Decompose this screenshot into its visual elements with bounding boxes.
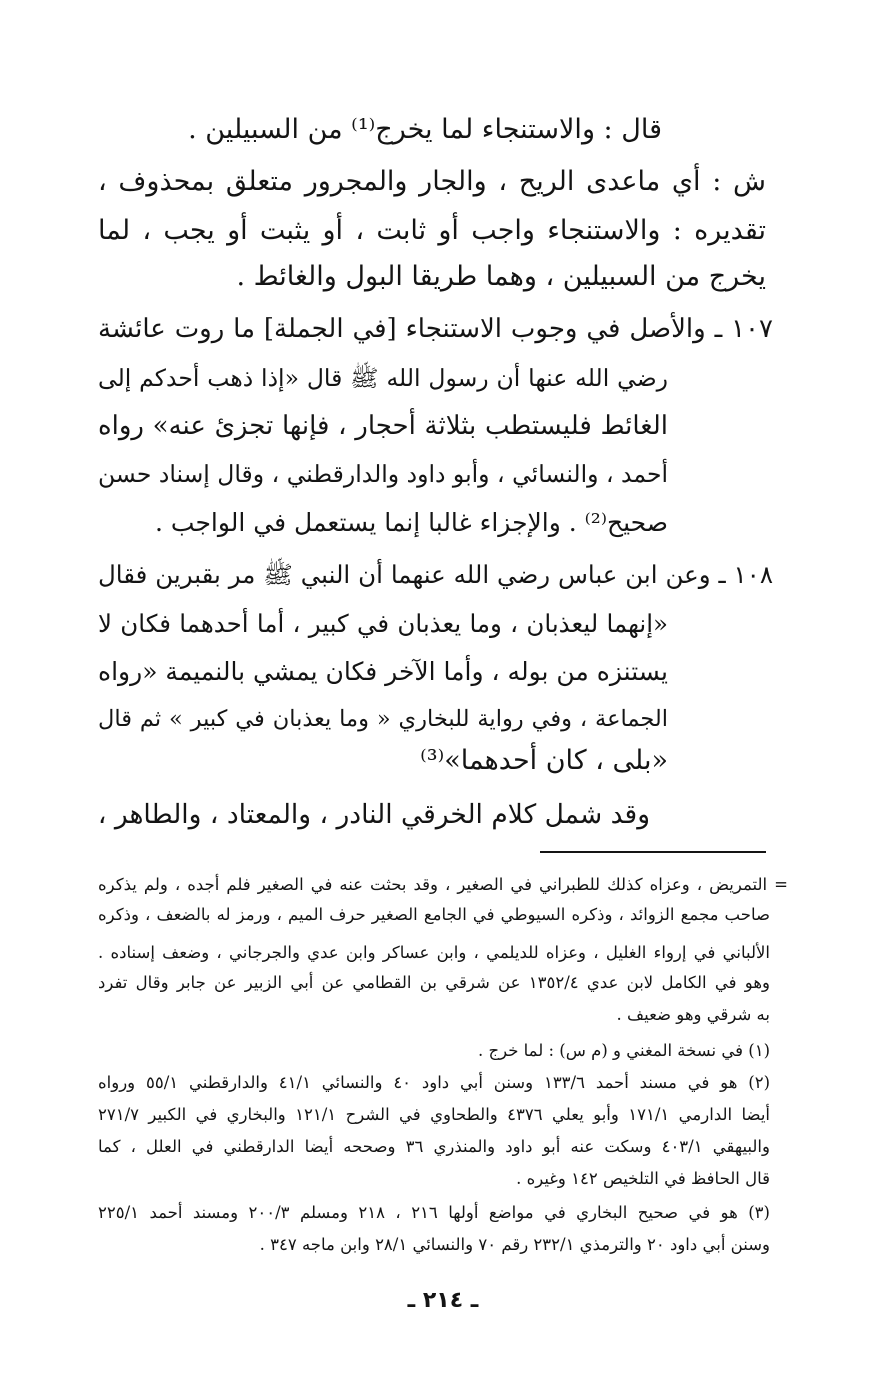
footnote-3-line-2: وسنن أبي داود ٢٠ والترمذي ٢٣٢/١ رقم ٧٠ والنسائي ٢٨/١ وابن ماجه ٣٤٧ .: [259, 1235, 770, 1254]
main-line-12: يستنزه من بوله ، وأما الآخر فكان يمشي بالنميمة «رواه: [98, 657, 668, 686]
footnote-2-line-3: والبيهقي ٤٠٣/١ وسكت عنه أبو داود والمنذري ٣٦ وصححه أيضا الدارقطني في العلل ، كما: [98, 1137, 770, 1156]
main-line-7: الغائط فليستطب بثلاثة أحجار ، فإنها تجزئ عنه» رواه: [98, 411, 668, 441]
footnote-2-line-1: (٢) هو في مسند أحمد ١٣٣/٦ وسنن أبي داود ٤٠ والنسائي ٤١/١ والدارقطني ٥٥/١ ورواه: [98, 1073, 770, 1092]
main-line-9: صحيح⁽²⁾ . والإجزاء غالبا إنما يستعمل في الواجب .: [155, 508, 668, 537]
main-line-10-hadith-108: ١٠٨ ـ وعن ابن عباس رضي الله عنهما أن النبي ﷺ مر بقبرين فقال: [98, 560, 773, 589]
main-line-1: قال : والاستنجاء لما يخرج⁽¹⁾ من السبيلين .: [188, 114, 662, 145]
main-line-14: «بلى ، كان أحدهما»⁽³⁾: [420, 745, 668, 776]
footnote-line-3: الألباني في إرواء الغليل ، وعزاه للديلمي ، وابن عساكر وابن عدي والجرجاني ، وضعف إسناده .: [98, 943, 770, 962]
main-line-15: وقد شمل كلام الخرقي النادر ، والمعتاد ، والطاهر ،: [98, 799, 650, 830]
footnote-2-line-4: قال الحافظ في التلخيص ١٤٢ وغيره .: [516, 1169, 770, 1188]
main-line-2: ش : أي ماعدى الريح ، والجار والمجرور متعلق بمحذوف ،: [98, 166, 766, 197]
footnote-divider: [540, 851, 766, 853]
footnote-line-4: وهو في الكامل لابن عدي ١٣٥٢/٤ عن شرقي بن القطامي عن أبي الزبير عن جابر وقال تفرد: [98, 973, 770, 992]
main-line-11: «إنهما ليعذبان ، وما يعذبان في كبير ، أما أحدهما فكان لا: [98, 609, 668, 638]
footnote-line-2: صاحب مجمع الزوائد ، وذكره السيوطي في الجامع الصغير حرف الميم ، ورمز له بالضعف ، وذكره: [98, 905, 770, 924]
footnote-1: (١) في نسخة المغني و (م س) : لما خرج .: [477, 1041, 770, 1060]
footnote-3-line-1: (٣) هو في صحيح البخاري في مواضع أولها ٢١٦ ، ٢١٨ ومسلم ٢٠٠/٣ ومسند أحمد ٢٢٥/١: [98, 1203, 770, 1222]
main-line-8: أحمد ، والنسائي ، وأبو داود والدارقطني ، وقال إسناد حسن: [98, 460, 668, 488]
footnote-line-1: = التمريض ، وعزاه كذلك للطبراني في الصغير ، وقد بحثت عنه في الصغير فلم أجده ، ولم يذكره: [98, 875, 788, 894]
main-line-4: يخرج من السبيلين ، وهما طريقا البول والغائط .: [236, 261, 766, 292]
main-line-13: الجماعة ، وفي رواية للبخاري « وما يعذبان في كبير » ثم قال: [98, 706, 668, 732]
main-line-3: تقديره : والاستنجاء واجب أو ثابت ، أو يثبت أو يجب ، لما: [98, 215, 766, 246]
main-line-5-hadith-107: ١٠٧ ـ والأصل في وجوب الاستنجاء [في الجملة] ما روت عائشة: [98, 314, 773, 344]
footnote-line-5: به شرقي وهو ضعيف .: [616, 1005, 770, 1024]
main-line-6: رضي الله عنها أن رسول الله ﷺ قال «إذا ذهب أحدكم إلى: [98, 364, 668, 392]
page-number: ـ ٢١٤ ـ: [407, 1288, 479, 1313]
footnote-2-line-2: أيضا الدارمي ١٧١/١ وأبو يعلي ٤٣٧٦ والطحاوي في الشرح ١٢١/١ والبخاري في الكبير ٢٧١/٧: [98, 1105, 770, 1124]
